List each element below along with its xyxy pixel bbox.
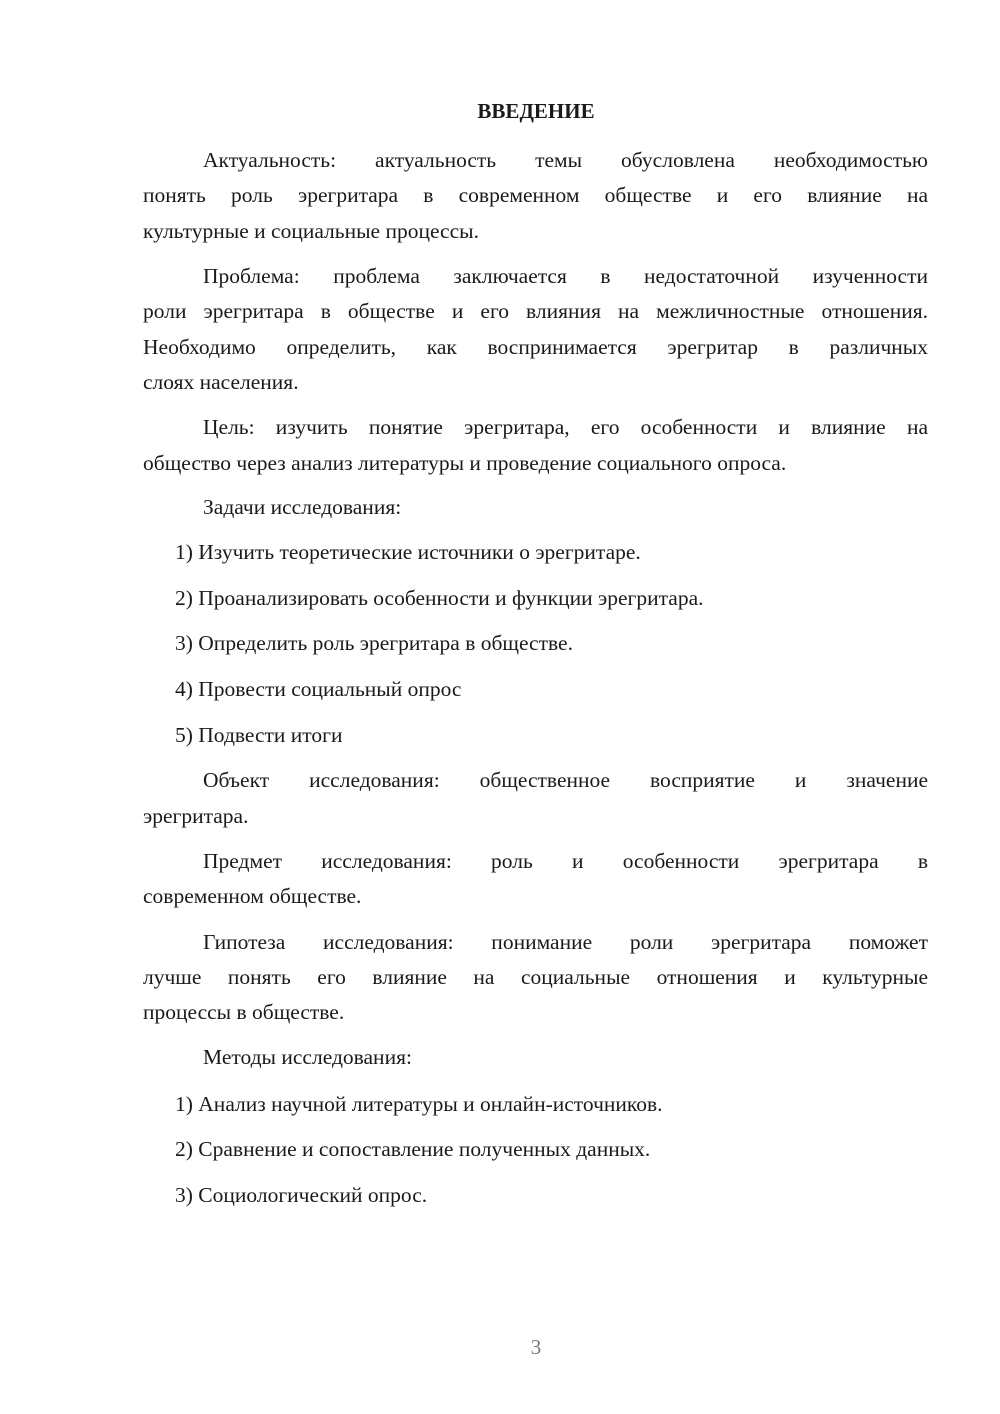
problem-line: Необходимо определить, как воспринимается эрегритар в различных xyxy=(143,335,928,359)
page-number: 3 xyxy=(530,1335,542,1359)
hypothesis-line: Гипотеза исследования: понимание роли эрегритара поможет xyxy=(203,930,928,954)
relevance-line: понять роль эрегритара в современном обществе и его влияние на xyxy=(143,183,928,207)
task-item: 1) Изучить теоретические источники о эрегритаре. xyxy=(175,540,641,564)
object-line: Объект исследования: общественное восприятие и значение xyxy=(203,768,928,792)
tasks-title: Задачи исследования: xyxy=(203,495,402,519)
hypothesis-line: процессы в обществе. xyxy=(143,1000,345,1024)
object-line: эрегритара. xyxy=(143,804,249,828)
relevance-line: культурные и социальные процессы. xyxy=(143,219,479,243)
subject-line: современном обществе. xyxy=(143,884,362,908)
problem-line: роли эрегритара в обществе и его влияния на межличностные отношения. xyxy=(143,299,928,323)
task-item: 5) Подвести итоги xyxy=(175,723,343,747)
hypothesis-line: лучше понять его влияние на социальные отношения и культурные xyxy=(143,965,928,989)
method-item: 3) Социологический опрос. xyxy=(175,1183,428,1207)
task-item: 4) Провести социальный опрос xyxy=(175,677,462,701)
problem-line: Проблема: проблема заключается в недостаточной изученности xyxy=(203,264,928,288)
subject-line: Предмет исследования: роль и особенности эрегритара в xyxy=(203,849,928,873)
method-item: 1) Анализ научной литературы и онлайн-источников. xyxy=(175,1092,663,1116)
task-item: 3) Определить роль эрегритара в обществе. xyxy=(175,631,573,655)
task-item: 2) Проанализировать особенности и функции эрегритара. xyxy=(175,586,704,610)
problem-line: слоях населения. xyxy=(143,370,299,394)
goal-line: общество через анализ литературы и проведение социального опроса. xyxy=(143,451,787,475)
section-heading: ВВЕДЕНИЕ xyxy=(477,99,595,123)
methods-title: Методы исследования: xyxy=(203,1045,412,1069)
method-item: 2) Сравнение и сопоставление полученных данных. xyxy=(175,1137,651,1161)
relevance-line: Актуальность: актуальность темы обусловлена необходимостью xyxy=(203,148,928,172)
goal-line: Цель: изучить понятие эрегритара, его особенности и влияние на xyxy=(203,415,928,439)
